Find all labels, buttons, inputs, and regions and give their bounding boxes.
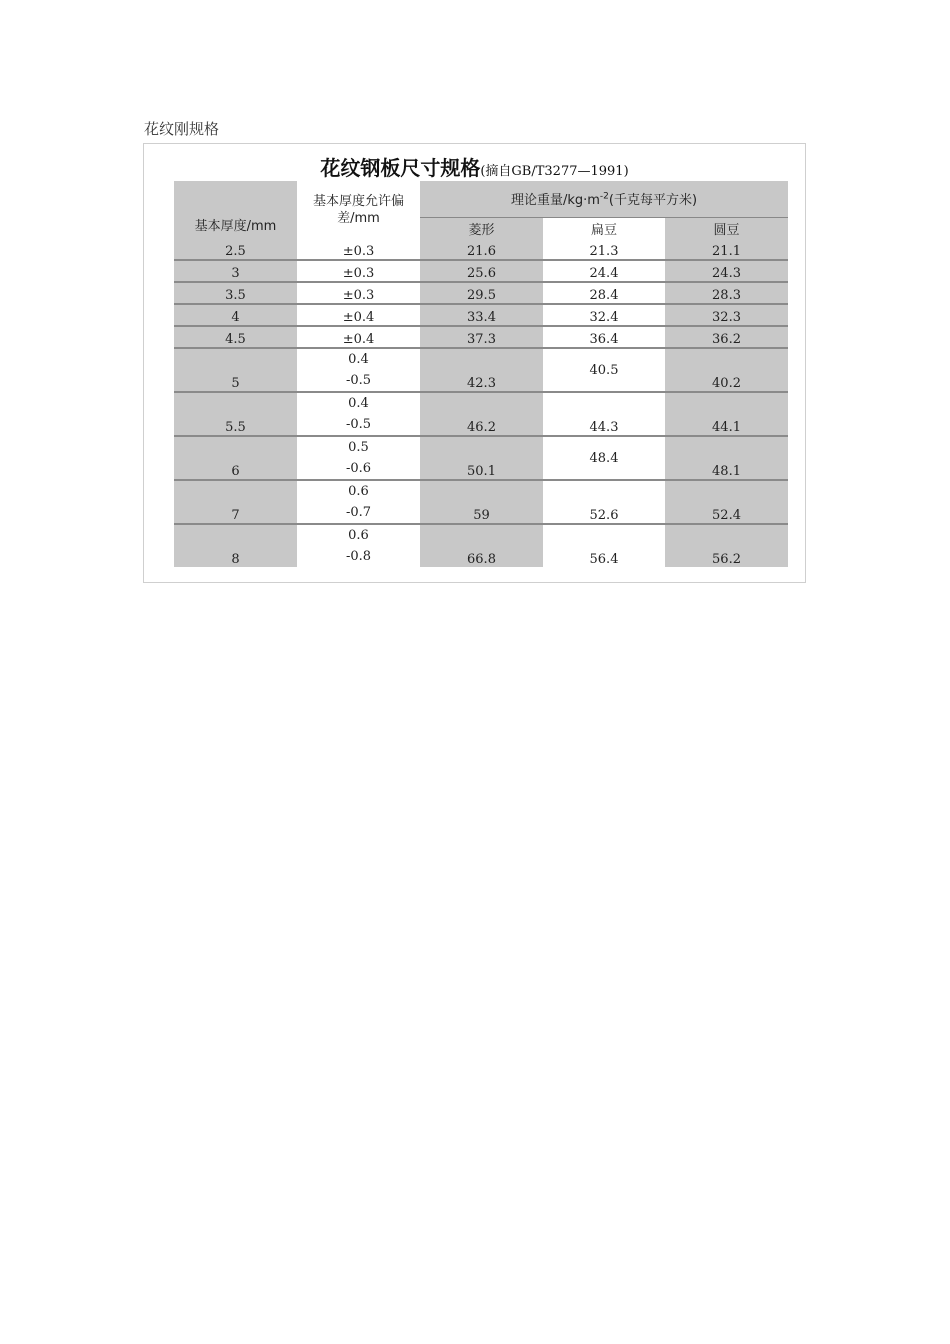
header-weight-group [420,181,788,217]
header-weight-suffix: (千克每平方米) [608,193,698,209]
tolerance-lower: -0.8 [345,549,372,564]
header-weight-prefix: 理论重量/kg·m [510,193,600,209]
cell-diamond: 21.6 [420,238,543,260]
cell-tolerance: ±0.4 [297,304,420,326]
cell-round: 40.2 [665,348,788,392]
table-row [174,260,788,282]
cell-diamond: 29.5 [420,282,543,304]
table-row [174,392,788,436]
cell-thickness: 3.5 [174,282,297,304]
spec-table-image [143,143,806,583]
table-title-main: 花纹钢板尺寸规格 [320,156,481,180]
cell-tolerance: ±0.3 [297,282,420,304]
cell-tolerance [297,392,420,436]
tolerance-lower: -0.7 [345,505,372,520]
header-thickness-label: 基本厚度/mm [194,219,277,234]
header-diamond: 菱形 [420,217,543,238]
cell-round: 28.3 [665,282,788,304]
table-title-source: (摘自GB/T3277—1991) [480,164,629,179]
cell-thickness: 6 [174,436,297,480]
tolerance-upper: 0.4 [348,352,369,367]
header-tolerance-label: 基本厚度允许偏差/mm [312,193,404,226]
tolerance-upper: 0.5 [348,440,369,455]
cell-round: 52.4 [665,480,788,524]
header-thickness [174,181,297,238]
cell-thickness: 2.5 [174,238,297,260]
table-row [174,436,788,480]
cell-flat: 36.4 [543,326,665,348]
cell-thickness: 8 [174,524,297,567]
table-row [174,326,788,348]
table-row [174,348,788,392]
header-round-bean: 圆豆 [665,217,788,238]
table-title [144,152,805,181]
cell-thickness: 3 [174,260,297,282]
tolerance-upper: 0.6 [348,528,369,543]
table-row [174,282,788,304]
cell-round: 44.1 [665,392,788,436]
cell-thickness: 7 [174,480,297,524]
cell-round: 56.2 [665,524,788,567]
spec-table [174,181,788,567]
header-weight-exponent: -2 [599,191,609,202]
table-row [174,304,788,326]
cell-flat: 56.4 [543,524,665,567]
cell-diamond: 50.1 [420,436,543,480]
cell-tolerance: ±0.4 [297,326,420,348]
cell-tolerance [297,436,420,480]
cell-diamond: 66.8 [420,524,543,567]
tolerance-lower: -0.5 [345,417,372,432]
cell-diamond: 42.3 [420,348,543,392]
cell-tolerance: ±0.3 [297,260,420,282]
cell-thickness: 4 [174,304,297,326]
cell-diamond: 33.4 [420,304,543,326]
cell-thickness: 5 [174,348,297,392]
cell-tolerance [297,348,420,392]
cell-thickness: 5.5 [174,392,297,436]
cell-flat: 21.3 [543,238,665,260]
cell-thickness: 4.5 [174,326,297,348]
tolerance-upper: 0.4 [348,396,369,411]
tolerance-upper: 0.6 [348,484,369,499]
cell-diamond: 25.6 [420,260,543,282]
tolerance-lower: -0.6 [345,461,372,476]
table-row [174,480,788,524]
cell-tolerance: ±0.3 [297,238,420,260]
cell-flat: 32.4 [543,304,665,326]
header-flat-bean: 扁豆 [543,217,665,238]
cell-flat: 44.3 [543,392,665,436]
cell-round: 21.1 [665,238,788,260]
cell-tolerance [297,524,420,567]
cell-flat: 40.5 [543,348,665,392]
page-heading: 花纹刚规格 [144,120,220,138]
header-tolerance [297,181,420,238]
cell-flat: 52.6 [543,480,665,524]
cell-round: 32.3 [665,304,788,326]
cell-diamond: 37.3 [420,326,543,348]
cell-diamond: 46.2 [420,392,543,436]
table-row [174,238,788,260]
table-row [174,524,788,567]
cell-tolerance [297,480,420,524]
cell-flat: 28.4 [543,282,665,304]
cell-flat: 48.4 [543,436,665,480]
cell-diamond: 59 [420,480,543,524]
cell-flat: 24.4 [543,260,665,282]
cell-round: 48.1 [665,436,788,480]
cell-round: 24.3 [665,260,788,282]
cell-round: 36.2 [665,326,788,348]
tolerance-lower: -0.5 [345,373,372,388]
